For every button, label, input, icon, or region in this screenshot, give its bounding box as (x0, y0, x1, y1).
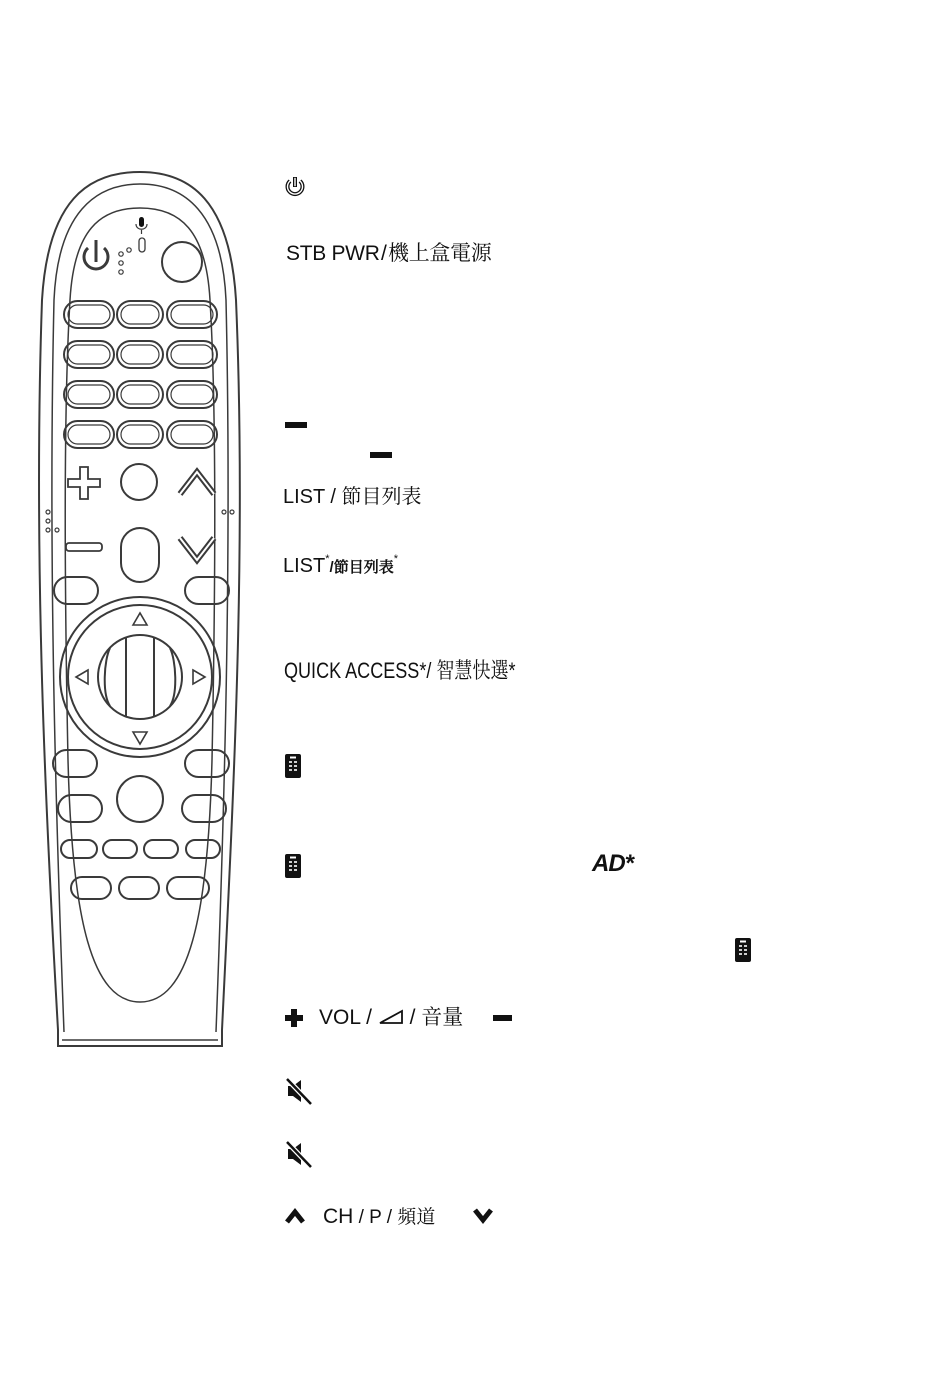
list-asterisk-2: * (393, 553, 398, 565)
plus-icon (284, 1008, 304, 1028)
chevron-down-icon (472, 1207, 494, 1225)
settings-remote-icon-3 (735, 938, 751, 962)
list-label: LIST / 節目列表 (283, 486, 422, 508)
list-asterisk: * (325, 553, 330, 565)
ch-text: CH (323, 1205, 354, 1228)
settings-remote-icon-2 (285, 854, 301, 878)
minus-mark-1 (285, 422, 307, 428)
volume-wedge-icon (378, 1009, 404, 1025)
quick-access-label: QUICK ACCESS*/ 智慧快選* (284, 658, 516, 683)
mute-icon-2 (284, 1139, 314, 1169)
mute-icon (284, 1076, 314, 1106)
audio-description-label: AD* (592, 850, 634, 877)
vol-cjk-text: / 音量 (403, 1006, 464, 1029)
stb-power-label: STB PWR / 機上盒電源 (286, 242, 492, 265)
chevron-up-icon (284, 1207, 306, 1225)
channel-label (323, 1206, 435, 1227)
volume-label (319, 1007, 463, 1028)
list-label-2-main: LIST (283, 555, 326, 577)
list-label-2-cjk: /節目列表 (329, 559, 394, 576)
vol-text: VOL / (319, 1006, 378, 1029)
list-label-2 (283, 553, 398, 577)
minus-mark-2 (370, 452, 392, 458)
settings-remote-icon (285, 754, 301, 778)
power-icon (284, 175, 306, 197)
magic-remote-illustration (0, 0, 260, 1060)
minus-icon (493, 1015, 512, 1021)
ch-rest-text: / P / 頻道 (353, 1207, 436, 1228)
